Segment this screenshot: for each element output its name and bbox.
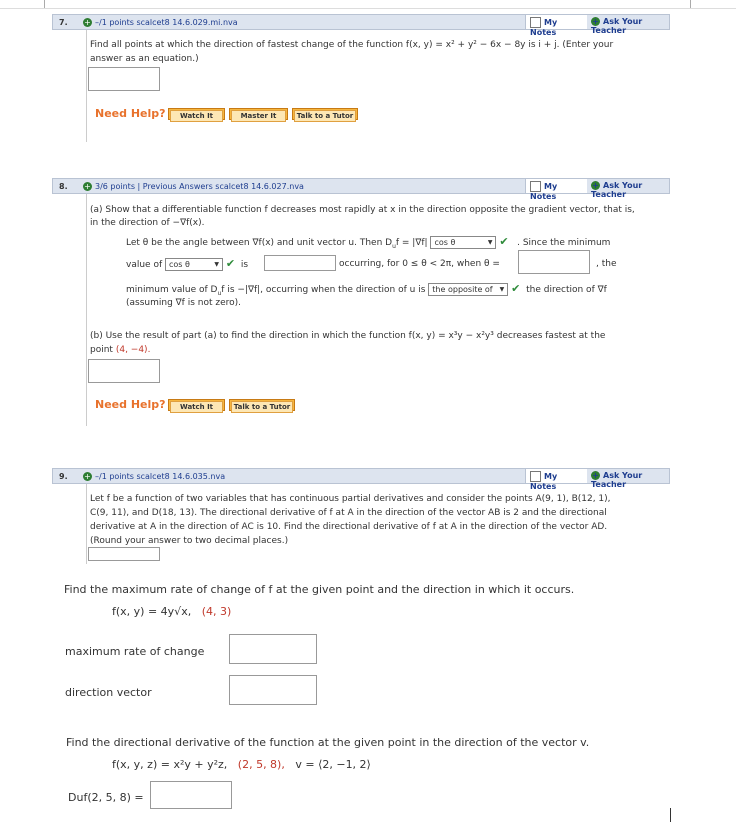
q8-theta-input[interactable] [518, 250, 590, 274]
q9-my-notes-label: My Notes [530, 472, 558, 491]
q8-select-cos2-value: cos θ [169, 260, 190, 269]
q8-watch-label: Watch It [170, 401, 223, 413]
q7-number: 7. [59, 18, 68, 27]
q8-b-answer-input[interactable] [88, 359, 160, 383]
expand-icon[interactable]: + [84, 182, 91, 191]
q8-a-line1: (a) Show that a differentiable function f decreases most rapidly at x in the direction opposite the gradient vector, that is, [90, 205, 635, 215]
q8-b-line1: (b) Use the result of part (a) to find the direction in which the function f(x, y) = x³y − x²y³ decreases fastest at the [90, 331, 606, 341]
q7-line2: answer as an equation.) [90, 54, 199, 64]
check-icon: ✔ [511, 282, 521, 295]
q8-ask-teacher-label: Ask Your Teacher [591, 181, 643, 199]
dropdown-arrow-icon: ▼ [499, 286, 505, 293]
q8-step2-text-c: occurring, for 0 ≤ θ < 2π, when θ = [339, 259, 500, 269]
q8-tutor-label: Talk to a Tutor [231, 401, 293, 413]
q8-step2-text-a: value of [126, 260, 163, 270]
q8-b-point-value: (4, −4). [115, 345, 151, 355]
q7-line1: Find all points at which the direction of fastest change of the function f(x, y) = x² + y² − 6x − 8y is i + j. (Enter your [90, 40, 614, 50]
q8-need-help: Need Help? [95, 398, 166, 411]
q8-my-notes-label: My Notes [530, 182, 558, 201]
q7-master-label: Master It [231, 110, 286, 122]
p10-direction-input[interactable] [229, 675, 317, 705]
q9-meta [83, 472, 225, 481]
check-icon: ✔ [499, 235, 509, 248]
q7-my-notes[interactable] [525, 15, 587, 37]
q9-line2: C(9, 11), and D(18, 13). The directional derivative of f at A in the direction of the vector AB is 2 and the directional [90, 508, 607, 518]
p10-func-text: f(x, y) = 4y√x, [112, 605, 192, 618]
plus-icon: + [592, 181, 599, 190]
expand-icon[interactable]: + [84, 472, 91, 481]
q8-select-direction[interactable] [428, 283, 508, 296]
q8-meta-text: 3/6 points | Previous Answers scalcet8 14.6.027.nva [95, 182, 304, 191]
q8-step3-text-b: f is −|∇f|, occurring when the direction of u is [221, 285, 426, 295]
dropdown-arrow-icon: ▼ [214, 261, 219, 268]
q8-step2-text-b: is [240, 260, 249, 270]
q9-meta-text: –/1 points scalcet8 14.6.035.nva [95, 472, 226, 481]
p11-func-text: f(x, y, z) = x²y + y²z, [112, 758, 228, 771]
q8-step4: (assuming ∇f is not zero). [126, 298, 241, 308]
q8-step3: minimum value of $D_uf$ is −|∇f|, occurring when the direction of u is the opposite of ▼ ✔ the direction of ∇f [126, 282, 607, 297]
q9-my-notes[interactable] [525, 469, 587, 491]
q7-meta [83, 18, 238, 27]
top-rule [0, 8, 736, 9]
q9-line3: derivative at A in the direction of AC is 10. Find the directional derivative of f at A in the direction of the vector AD. [90, 522, 608, 532]
q9-number: 9. [59, 472, 68, 481]
q8-step2-text-d: , the [596, 259, 617, 269]
p11-title [66, 736, 589, 749]
q9-ask-teacher[interactable] [587, 469, 669, 489]
top-left-line [44, 0, 45, 8]
plus-icon: + [592, 471, 599, 480]
q7-watch-label: Watch It [170, 110, 223, 122]
q7-my-notes-label: My Notes [530, 18, 558, 37]
q8-step1-text-a: Let θ be the angle between ∇f(x) and unit vector u. Then D [126, 238, 393, 248]
q8-b-point-label: point [90, 345, 113, 355]
notes-icon [530, 471, 541, 482]
q8-watch-it-button[interactable] [168, 399, 225, 411]
q8-step3-text-a: minimum value of D [126, 285, 218, 295]
q9-header [52, 468, 670, 491]
q8-tutor-button[interactable] [229, 399, 295, 411]
q8-step1: Let θ be the angle between ∇f(x) and unit vector u. Then $D_uf = |\nabla f|$ cos θ ▼ ✔ . Since the minimum [126, 235, 611, 250]
q8-select-cos2[interactable] [165, 258, 223, 271]
q8-step1-text-b: f = |∇f| [395, 238, 428, 248]
q7-header [52, 14, 670, 37]
notes-icon [530, 17, 541, 28]
q8-my-notes[interactable] [525, 179, 587, 201]
check-icon: ✔ [225, 257, 236, 270]
p11-title-text: Find the directional derivative of the function at the given point in the direction of the vector v. [66, 736, 590, 749]
p10-direction-label: direction vector [65, 686, 152, 699]
q7-master-it-button[interactable] [229, 108, 288, 120]
q9-answer-input[interactable] [88, 547, 160, 561]
q8-step1-text-c: . Since the minimum [517, 238, 611, 248]
q8-select-direction-value: the opposite of [432, 285, 493, 294]
p11-label: Duf(2, 5, 8) = [68, 791, 144, 804]
q8-header [52, 178, 670, 201]
p10-point: (4, 3) [201, 605, 232, 618]
p10-rate-input[interactable] [229, 634, 317, 664]
q7-ask-teacher[interactable] [587, 15, 669, 35]
q9-ask-teacher-label: Ask Your Teacher [591, 471, 643, 489]
q8-number: 8. [59, 182, 68, 191]
q7-watch-it-button[interactable] [168, 108, 225, 120]
q8-step2 [126, 257, 248, 272]
p11-vector: v = ⟨2, −1, 2⟩ [295, 758, 371, 771]
dropdown-arrow-icon: ▼ [487, 239, 493, 246]
q7-meta-text: –/1 points scalcet8 14.6.029.mi.nva [95, 18, 238, 27]
q7-tutor-button[interactable] [292, 108, 358, 120]
q8-meta [83, 182, 304, 191]
p10-title: Find the maximum rate of change of f at the given point and the direction in which it occurs. [64, 583, 575, 596]
expand-icon[interactable]: + [84, 18, 91, 27]
q8-a-line2: in the direction of −∇f(x). [90, 218, 205, 228]
q7-tutor-label: Talk to a Tutor [294, 110, 356, 122]
q9-line1: Let f be a function of two variables that has continuous partial derivatives and consider the points A(9, 1), B(12, 1), [90, 494, 611, 504]
q9-line4: (Round your answer to two decimal places.) [90, 536, 289, 546]
q8-step3-text-c: the direction of ∇f [526, 285, 607, 295]
q7-answer-input[interactable] [88, 67, 160, 91]
p10-rate-label: maximum rate of change [65, 645, 205, 658]
notes-icon [530, 181, 541, 192]
q8-b-line2 [90, 343, 150, 357]
q8-select-cos1[interactable] [430, 236, 496, 249]
p11-point: (2, 5, 8), [237, 758, 285, 771]
p11-answer-input[interactable] [150, 781, 232, 809]
top-right-line [690, 0, 691, 8]
p10-function [112, 605, 231, 618]
q7-need-help: Need Help? [95, 107, 166, 120]
p11-function [112, 758, 371, 771]
q8-select-cos1-value: cos θ [434, 238, 456, 247]
plus-icon: + [592, 17, 599, 26]
q7-ask-teacher-label: Ask Your Teacher [591, 17, 643, 35]
q8-ask-teacher[interactable] [587, 179, 669, 199]
text-cursor [670, 808, 671, 822]
q8-min-value-input[interactable] [264, 255, 336, 271]
